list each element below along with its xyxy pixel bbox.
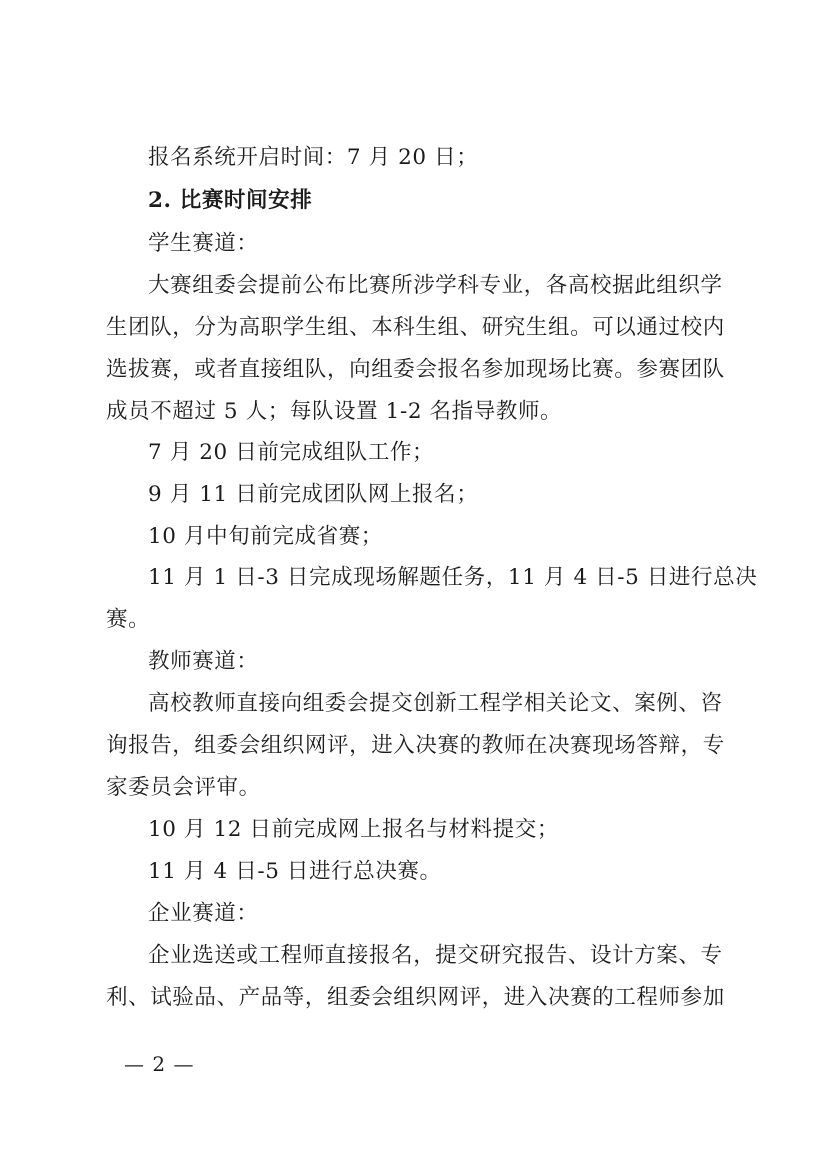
section-heading-schedule: 2. 比赛时间安排 xyxy=(148,188,313,213)
student-final-schedule-line-1: 11 月 1 日-3 日完成现场解题任务，11 月 4 日-5 日进行总决 xyxy=(148,565,758,590)
student-track-text-line-4: 成员不超过 5 人；每队设置 1-2 名指导教师。 xyxy=(106,399,563,424)
page-number: — 2 — xyxy=(124,1052,195,1076)
teacher-final-schedule: 11 月 4 日-5 日进行总决赛。 xyxy=(148,859,442,884)
student-track-label: 学生赛道： xyxy=(148,231,259,256)
student-track-text-line-1: 大赛组委会提前公布比赛所涉学科专业，各高校据此组织学 xyxy=(148,273,723,298)
student-final-schedule-line-2: 赛。 xyxy=(106,607,151,632)
student-deadline-team: 7 月 20 日前完成组队工作； xyxy=(148,440,435,465)
teacher-track-text-line-3: 家委员会评审。 xyxy=(106,775,261,800)
teacher-track-text-line-2: 询报告，组委会组织网评，进入决赛的教师在决赛现场答辩，专 xyxy=(106,733,725,758)
student-track-text-line-2: 生团队，分为高职学生组、本科生组、研究生组。可以通过校内 xyxy=(106,315,725,340)
enterprise-track-text-line-2: 利、试验品、产品等，组委会组织网评，进入决赛的工程师参加 xyxy=(106,985,725,1010)
student-track-text-line-3: 选拔赛，或者直接组队，向组委会报名参加现场比赛。参赛团队 xyxy=(106,357,725,382)
student-deadline-provincial: 10 月中旬前完成省赛； xyxy=(148,524,383,549)
teacher-deadline-submission: 10 月 12 日前完成网上报名与材料提交； xyxy=(148,817,559,842)
enterprise-track-label: 企业赛道： xyxy=(148,901,259,926)
teacher-track-label: 教师赛道： xyxy=(148,649,259,674)
enterprise-track-text-line-1: 企业选送或工程师直接报名，提交研究报告、设计方案、专 xyxy=(148,943,723,968)
student-deadline-registration: 9 月 11 日前完成团队网上报名； xyxy=(148,482,479,507)
registration-open-time: 报名系统开启时间：7 月 20 日； xyxy=(148,145,479,170)
teacher-track-text-line-1: 高校教师直接向组委会提交创新工程学相关论文、案例、咨 xyxy=(148,691,723,716)
